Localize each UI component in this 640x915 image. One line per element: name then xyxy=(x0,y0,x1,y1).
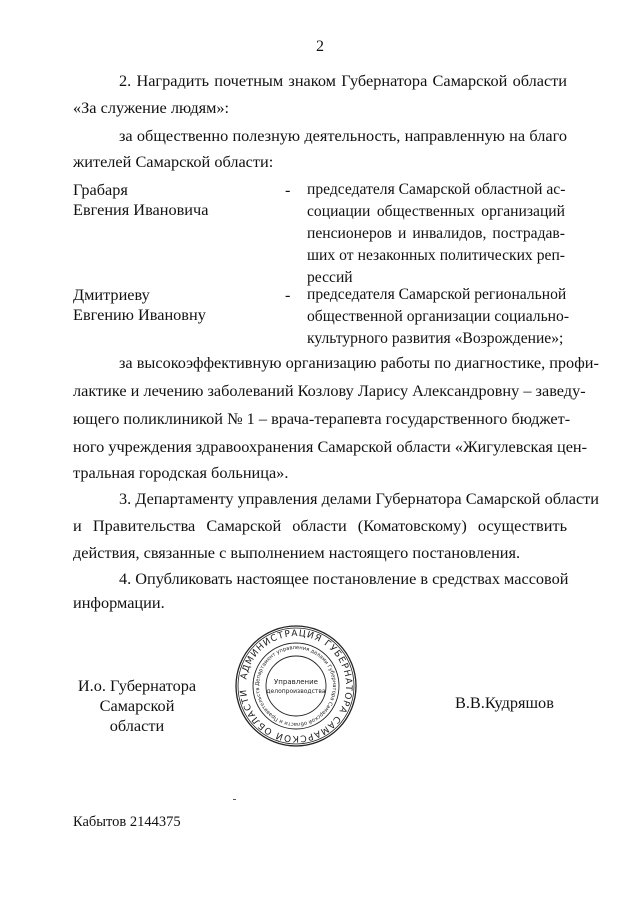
para-3-line-2: и Правительства Самарской области (Коматовскому) осуществить xyxy=(73,516,567,535)
para-3-line-3: действия, связанные с выполнением настоящего постановления. xyxy=(73,543,521,562)
seal-center-line-2: делопроизводства xyxy=(266,688,326,695)
award-2-line-4: ного учреждения здравоохранения Самарской области «Жигулевская цен- xyxy=(73,437,588,456)
seal-center-line-1: Управление xyxy=(274,678,318,686)
award-2-line-3: ющего поликлиникой № 1 – врача-терапевта государственного бюджет- xyxy=(73,409,571,428)
awardee-2-desc-line: председателя Самарской региональной xyxy=(307,286,567,303)
awardee-1-given-names: Евгения Ивановича xyxy=(73,200,209,219)
awardee-1-desc-line: социации общественных организаций xyxy=(307,203,565,220)
award-2-line-5: тральная городская больница». xyxy=(73,463,289,482)
para-2-line-1: 2. Наградить почетным знаком Губернатора Самарской области xyxy=(119,71,567,90)
para-2-intro-line-2: жителей Самарской области: xyxy=(73,152,274,171)
executor-footer: Кабытов 2144375 xyxy=(73,814,181,830)
awardee-2-description xyxy=(307,284,570,350)
para-2-intro-line-1: за общественно полезную деятельность, направленную на благо xyxy=(119,126,567,145)
awardee-2-desc-line: общественной организации социально- xyxy=(307,308,570,325)
signatory-name: В.В.Кудряшов xyxy=(455,693,554,712)
signatory-title-line-1: И.о. Губернатора xyxy=(77,676,197,695)
awardee-2-dash: - xyxy=(285,285,291,304)
para-4-line-1: 4. Опубликовать настоящее постановление в средствах массовой xyxy=(119,569,569,588)
para-3-line-1: 3. Департаменту управления делами Губернатора Самарской области xyxy=(119,489,600,508)
seal-outer-text: АДМИНИСТРАЦИЯ ГУБЕРНАТОРА САМАРСКОЙ ОБЛАСТИ xyxy=(238,628,354,744)
signatory-title-line-2: Самарской области xyxy=(99,696,175,735)
page-number: 2 xyxy=(316,38,324,55)
scan-speck xyxy=(233,799,236,800)
award-2-line-2: лактике и лечению заболеваний Козлову Ларису Александровну – заведу- xyxy=(73,381,586,400)
awardee-1-desc-line: председателя Самарской областной ас- xyxy=(307,181,566,198)
awardee-2-surname: Дмитриеву xyxy=(73,285,150,304)
para-2-line-2: «За служение людям»: xyxy=(73,98,230,117)
awardee-1-surname: Грабаря xyxy=(73,180,128,199)
awardee-2-given-names: Евгению Ивановну xyxy=(73,305,206,324)
awardee-2 xyxy=(73,285,206,325)
awardee-2-desc-line: культурного развития «Возрождение»; xyxy=(307,330,564,347)
awardee-1 xyxy=(73,180,208,220)
awardee-1-description xyxy=(307,179,565,289)
awardee-1-desc-line: рессий xyxy=(307,269,353,286)
seal-inner-text: Департамент управления делами Губернатора Самарской области и Правительств xyxy=(254,644,338,728)
signatory-title xyxy=(77,676,197,736)
para-4-line-2: информации. xyxy=(73,593,165,612)
award-2-line-1: за высокоэффективную организацию работы по диагностике, профи- xyxy=(119,353,599,372)
official-seal xyxy=(234,624,358,748)
awardee-1-desc-line: пенсионеров и инвалидов, пострадав- xyxy=(307,225,565,242)
awardee-1-desc-line: ших от незаконных политических реп- xyxy=(307,247,565,264)
awardee-1-dash: - xyxy=(285,180,291,199)
